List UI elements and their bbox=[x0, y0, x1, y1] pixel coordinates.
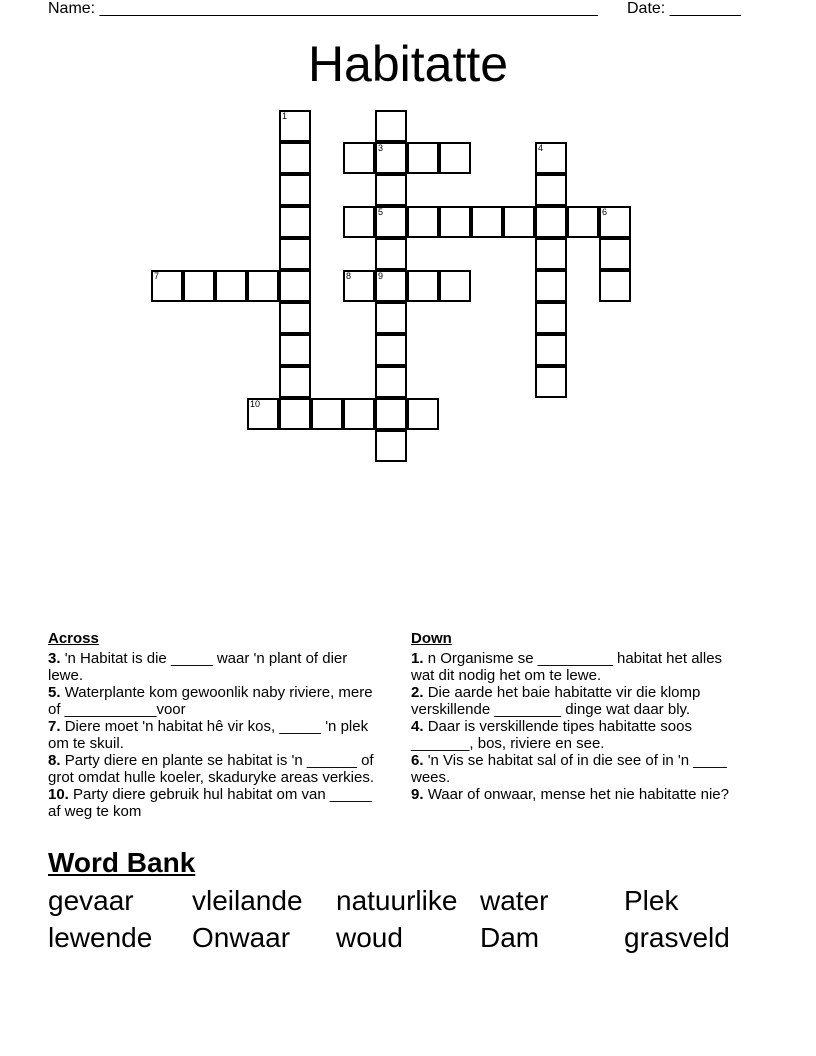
crossword-cell[interactable] bbox=[407, 398, 439, 430]
down-heading: Down bbox=[411, 630, 452, 647]
clue-text: Diere moet 'n habitat hê vir kos, _____ 'n plek om te skuil. bbox=[48, 718, 369, 752]
clue-number: 10. bbox=[48, 786, 69, 803]
clue-text: Waterplante kom gewoonlik naby riviere, mere of ___________voor bbox=[48, 684, 373, 718]
clue-text: n Organisme se _________ habitat het alles wat dit nodig het om te lewe. bbox=[411, 650, 723, 684]
crossword-cell[interactable] bbox=[567, 206, 599, 238]
crossword-cell[interactable] bbox=[279, 206, 311, 238]
crossword-cell[interactable] bbox=[375, 142, 407, 174]
crossword-grid bbox=[0, 0, 816, 480]
crossword-cell[interactable] bbox=[407, 270, 439, 302]
crossword-cell[interactable] bbox=[279, 238, 311, 270]
cell-number: 5 bbox=[378, 207, 384, 217]
crossword-cell[interactable] bbox=[279, 110, 311, 142]
crossword-cell[interactable] bbox=[247, 270, 279, 302]
crossword-cell[interactable] bbox=[407, 206, 439, 238]
down-clue bbox=[411, 719, 746, 752]
crossword-cell[interactable] bbox=[247, 398, 279, 430]
page-title: Habitatte bbox=[307, 36, 509, 92]
word-bank-item: grasveld bbox=[624, 922, 730, 953]
cell-number: 1 bbox=[282, 111, 288, 121]
crossword-cell[interactable] bbox=[215, 270, 247, 302]
crossword-cell[interactable] bbox=[343, 398, 375, 430]
cell-number: 9 bbox=[378, 271, 384, 281]
crossword-cell[interactable] bbox=[535, 302, 567, 334]
clue-number: 9. bbox=[411, 786, 424, 803]
down-clue bbox=[411, 787, 746, 804]
clue-number: 7. bbox=[48, 718, 61, 735]
down-clue bbox=[411, 753, 746, 786]
word-bank-item: lewende bbox=[48, 922, 153, 953]
across-clue bbox=[48, 719, 383, 752]
clue-text: 'n Vis se habitat sal of in die see of in 'n ____ wees. bbox=[411, 752, 727, 786]
cell-number: 7 bbox=[154, 271, 160, 281]
crossword-cell[interactable] bbox=[375, 302, 407, 334]
across-clue bbox=[48, 685, 383, 718]
clue-number: 3. bbox=[48, 650, 61, 667]
clue-number: 4. bbox=[411, 718, 424, 735]
crossword-cell[interactable] bbox=[279, 302, 311, 334]
crossword-cell[interactable] bbox=[535, 238, 567, 270]
clue-number: 1. bbox=[411, 650, 424, 667]
crossword-cell[interactable] bbox=[375, 430, 407, 462]
crossword-cell[interactable] bbox=[535, 334, 567, 366]
clue-text: Die aarde het baie habitatte vir die klomp verskillende ________ dinge wat daar bly. bbox=[411, 684, 701, 718]
crossword-cell[interactable] bbox=[407, 142, 439, 174]
word-bank-item: woud bbox=[336, 922, 403, 953]
crossword-cell[interactable] bbox=[375, 238, 407, 270]
crossword-cell[interactable] bbox=[535, 270, 567, 302]
word-bank-item: Dam bbox=[480, 922, 540, 953]
crossword-cell[interactable] bbox=[279, 174, 311, 206]
clue-text: Party diere en plante se habitat is 'n ______ of grot omdat hulle koeler, skaduryke areas verkies. bbox=[48, 752, 374, 786]
word-bank bbox=[48, 882, 768, 956]
crossword-cell[interactable] bbox=[599, 206, 631, 238]
crossword-cell[interactable] bbox=[375, 398, 407, 430]
down-clue bbox=[411, 651, 746, 684]
crossword-cell[interactable] bbox=[343, 270, 375, 302]
crossword-cell[interactable] bbox=[375, 206, 407, 238]
crossword-cell[interactable] bbox=[279, 366, 311, 398]
crossword-cell[interactable] bbox=[375, 270, 407, 302]
crossword-cell[interactable] bbox=[279, 398, 311, 430]
cell-number: 8 bbox=[346, 271, 352, 281]
crossword-cell[interactable] bbox=[535, 206, 567, 238]
down-clue bbox=[411, 685, 746, 718]
word-bank-title: Word Bank bbox=[48, 847, 196, 878]
crossword-cell[interactable] bbox=[279, 142, 311, 174]
word-bank-item: gevaar bbox=[48, 885, 134, 916]
crossword-cell[interactable] bbox=[375, 110, 407, 142]
crossword-cell[interactable] bbox=[183, 270, 215, 302]
crossword-cell[interactable] bbox=[535, 366, 567, 398]
crossword-cell[interactable] bbox=[279, 334, 311, 366]
cell-number: 10 bbox=[250, 399, 261, 409]
across-clue bbox=[48, 651, 383, 684]
clue-number: 6. bbox=[411, 752, 424, 769]
crossword-cell[interactable] bbox=[439, 270, 471, 302]
crossword-cell[interactable] bbox=[439, 142, 471, 174]
crossword-cell[interactable] bbox=[535, 174, 567, 206]
word-bank-item: vleilande bbox=[192, 885, 303, 916]
word-bank-item: natuurlike bbox=[336, 885, 458, 916]
clue-number: 8. bbox=[48, 752, 61, 769]
down-clues bbox=[411, 630, 746, 805]
crossword-cell[interactable] bbox=[599, 270, 631, 302]
clue-text: Daar is verskillende tipes habitatte soos _______, bos, riviere en see. bbox=[411, 718, 692, 752]
crossword-cell[interactable] bbox=[343, 206, 375, 238]
crossword-cell[interactable] bbox=[311, 398, 343, 430]
cell-number: 4 bbox=[538, 143, 544, 153]
crossword-cell[interactable] bbox=[375, 174, 407, 206]
clue-number: 2. bbox=[411, 684, 424, 701]
word-bank-item: Plek bbox=[624, 885, 679, 916]
name-field: Name: ________________________________________________________ bbox=[48, 0, 598, 17]
across-heading: Across bbox=[48, 630, 99, 647]
across-clues bbox=[48, 630, 383, 821]
crossword-cell[interactable] bbox=[151, 270, 183, 302]
crossword-cell[interactable] bbox=[375, 334, 407, 366]
crossword-cell[interactable] bbox=[439, 206, 471, 238]
cell-number: 3 bbox=[378, 143, 384, 153]
word-bank-item: water bbox=[480, 885, 549, 916]
clue-text: Party diere gebruik hul habitat om van _____ af weg te kom bbox=[48, 786, 372, 820]
crossword-cell[interactable] bbox=[535, 142, 567, 174]
word-bank-item: Onwaar bbox=[192, 922, 291, 953]
crossword-cell[interactable] bbox=[375, 366, 407, 398]
crossword-cell[interactable] bbox=[503, 206, 535, 238]
crossword-cell[interactable] bbox=[471, 206, 503, 238]
crossword-cell[interactable] bbox=[279, 270, 311, 302]
clue-number: 5. bbox=[48, 684, 61, 701]
date-field: Date: ________ bbox=[627, 0, 741, 17]
clue-text: Waar of onwaar, mense het nie habitatte nie? bbox=[427, 786, 729, 803]
cell-number: 6 bbox=[602, 207, 608, 217]
clue-text: 'n Habitat is die _____ waar 'n plant of dier lewe. bbox=[48, 650, 348, 684]
crossword-cell[interactable] bbox=[599, 238, 631, 270]
across-clue bbox=[48, 753, 383, 786]
crossword-cell[interactable] bbox=[343, 142, 375, 174]
across-clue bbox=[48, 787, 383, 820]
